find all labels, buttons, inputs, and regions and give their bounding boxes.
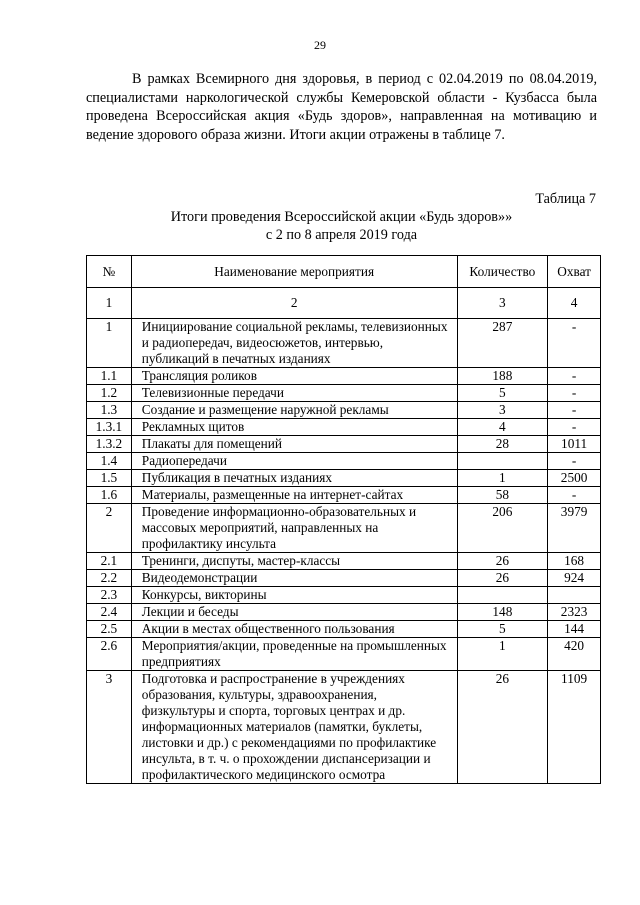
- row-name-cell: Проведение информационно-образовательных и массовых мероприятий, направленных на профилактику инсульта: [131, 504, 457, 553]
- intro-paragraph: В рамках Всемирного дня здоровья, в период с 02.04.2019 по 08.04.2019, специалистами наркологической службы Кемеровской области - Кузбасса была проведена Всероссийская акция «Будь здоров», направленная на мотивацию и ведение здорового образа жизни. Итоги акции отражены в таблице 7.: [86, 71, 597, 143]
- row-name-cell: Инициирование социальной рекламы, телевизионных и радиопередач, видеосюжетов, интервью, публикаций в печатных изданиях: [131, 319, 457, 368]
- row-name-cell: Трансляция роликов: [131, 368, 457, 385]
- row-coverage-cell: 144: [548, 621, 601, 638]
- header-event-name: Наименование мероприятия: [131, 256, 457, 288]
- row-name-cell: Акции в местах общественного пользования: [131, 621, 457, 638]
- table-row: [87, 638, 601, 671]
- row-name-cell: Создание и размещение наружной рекламы: [131, 402, 457, 419]
- row-name-cell: Видеодемонстрации: [131, 570, 457, 587]
- row-coverage-cell: -: [548, 368, 601, 385]
- column-number-2: 2: [131, 288, 457, 319]
- row-name-cell: Радиопередачи: [131, 453, 457, 470]
- table-row: [87, 419, 601, 436]
- row-quantity-cell: 4: [457, 419, 548, 436]
- table-row: [87, 402, 601, 419]
- row-coverage-cell: -: [548, 385, 601, 402]
- row-quantity-cell: 188: [457, 368, 548, 385]
- row-name-cell: Мероприятия/акции, проведенные на промышленных предприятиях: [131, 638, 457, 671]
- row-number-cell: 2.2: [87, 570, 132, 587]
- row-quantity-cell: 148: [457, 604, 548, 621]
- table-row: [87, 587, 601, 604]
- table-row: [87, 319, 601, 368]
- row-name-cell: Рекламных щитов: [131, 419, 457, 436]
- row-quantity-cell: 3: [457, 402, 548, 419]
- row-quantity-cell: 1: [457, 470, 548, 487]
- row-number-cell: 2: [87, 504, 132, 553]
- row-quantity-cell: 26: [457, 553, 548, 570]
- table-header-row: [87, 256, 601, 288]
- table-title: [86, 208, 597, 244]
- row-number-cell: 2.1: [87, 553, 132, 570]
- row-coverage-cell: 2500: [548, 470, 601, 487]
- table-caption: Таблица 7: [535, 191, 596, 207]
- row-name-cell: Тренинги, диспуты, мастер-классы: [131, 553, 457, 570]
- row-number-cell: 1.1: [87, 368, 132, 385]
- row-name-cell: Материалы, размещенные на интернет-сайтах: [131, 487, 457, 504]
- column-numbering-row: [87, 288, 601, 319]
- table-row: [87, 436, 601, 453]
- row-quantity-cell: 206: [457, 504, 548, 553]
- header-quantity: Количество: [457, 256, 548, 288]
- row-name-cell: Конкурсы, викторины: [131, 587, 457, 604]
- row-number-cell: 2.3: [87, 587, 132, 604]
- row-name-cell: Лекции и беседы: [131, 604, 457, 621]
- row-name-cell: Плакаты для помещений: [131, 436, 457, 453]
- row-quantity-cell: 5: [457, 385, 548, 402]
- table-row: [87, 385, 601, 402]
- table-title-line-2: с 2 по 8 апреля 2019 года: [265, 227, 418, 243]
- row-quantity-cell: 26: [457, 671, 548, 784]
- table-row: [87, 487, 601, 504]
- table-row: [87, 621, 601, 638]
- row-quantity-cell: 1: [457, 638, 548, 671]
- table-row: [87, 470, 601, 487]
- row-coverage-cell: 420: [548, 638, 601, 671]
- page-number: 29: [314, 38, 326, 52]
- table-row: [87, 504, 601, 553]
- row-number-cell: 2.4: [87, 604, 132, 621]
- row-quantity-cell: 28: [457, 436, 548, 453]
- header-coverage: Охват: [548, 256, 601, 288]
- header-number: №: [87, 256, 132, 288]
- row-number-cell: 1.4: [87, 453, 132, 470]
- row-number-cell: 2.6: [87, 638, 132, 671]
- row-number-cell: 1.6: [87, 487, 132, 504]
- results-table: [86, 255, 601, 784]
- row-quantity-cell: 287: [457, 319, 548, 368]
- table-row: [87, 671, 601, 784]
- row-quantity-cell: [457, 587, 548, 604]
- table-row: [87, 604, 601, 621]
- row-number-cell: 2.5: [87, 621, 132, 638]
- row-number-cell: 1: [87, 319, 132, 368]
- row-coverage-cell: 1109: [548, 671, 601, 784]
- row-coverage-cell: 2323: [548, 604, 601, 621]
- row-coverage-cell: -: [548, 319, 601, 368]
- row-coverage-cell: [548, 587, 601, 604]
- table-row: [87, 453, 601, 470]
- row-coverage-cell: -: [548, 453, 601, 470]
- row-name-cell: Телевизионные передачи: [131, 385, 457, 402]
- row-coverage-cell: -: [548, 487, 601, 504]
- row-number-cell: 3: [87, 671, 132, 784]
- row-coverage-cell: -: [548, 402, 601, 419]
- row-coverage-cell: -: [548, 419, 601, 436]
- row-number-cell: 1.3.2: [87, 436, 132, 453]
- table-row: [87, 570, 601, 587]
- row-quantity-cell: [457, 453, 548, 470]
- column-number-4: 4: [548, 288, 601, 319]
- row-name-cell: Подготовка и распространение в учреждениях образования, культуры, здравоохранения, физкультуры и спорта, торговых центрах и др. информационных материалов (памятки, буклеты, листовки и др.) с рекомендациями по профилактике инсульта, в т. ч. о прохождении диспансеризации и профилактического медицинского осмотра: [131, 671, 457, 784]
- row-quantity-cell: 5: [457, 621, 548, 638]
- row-number-cell: 1.2: [87, 385, 132, 402]
- column-number-3: 3: [457, 288, 548, 319]
- row-name-cell: Публикация в печатных изданиях: [131, 470, 457, 487]
- row-coverage-cell: 168: [548, 553, 601, 570]
- row-coverage-cell: 1011: [548, 436, 601, 453]
- row-number-cell: 1.3.1: [87, 419, 132, 436]
- row-coverage-cell: 3979: [548, 504, 601, 553]
- table-row: [87, 368, 601, 385]
- column-number-1: 1: [87, 288, 132, 319]
- table-row: [87, 553, 601, 570]
- table-title-line-1: Итоги проведения Всероссийской акции «Будь здоров»»: [170, 209, 513, 225]
- row-number-cell: 1.3: [87, 402, 132, 419]
- row-quantity-cell: 26: [457, 570, 548, 587]
- row-quantity-cell: 58: [457, 487, 548, 504]
- row-coverage-cell: 924: [548, 570, 601, 587]
- row-number-cell: 1.5: [87, 470, 132, 487]
